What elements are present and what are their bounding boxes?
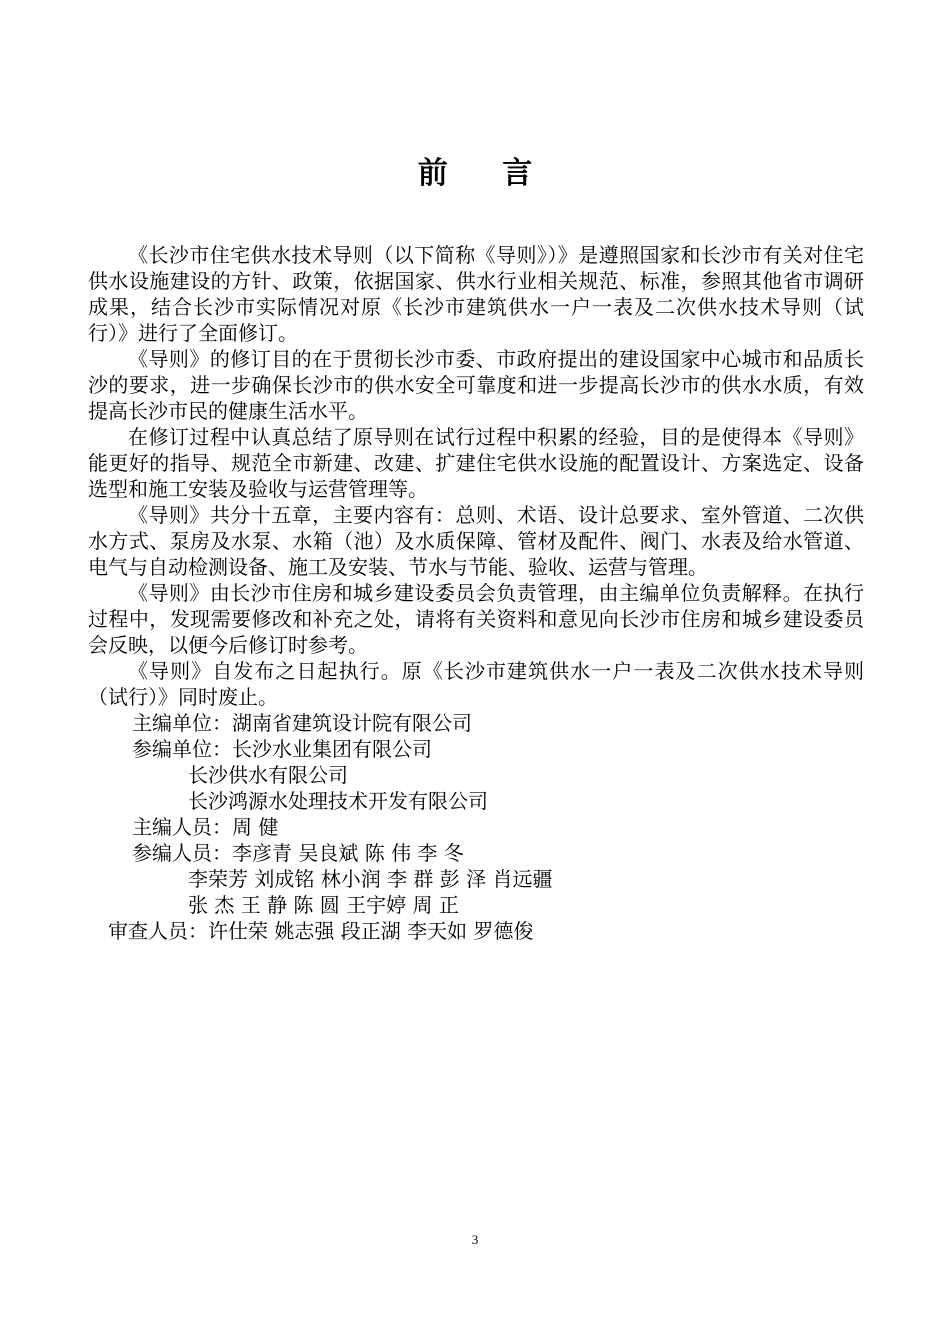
paragraph-contents: 《导则》共分十五章，主要内容有：总则、术语、设计总要求、室外管道、二次供水方式、泵房及水泵、水箱（池）及水质保障、管材及配件、阀门、水表及给水管道、电气与自动检测设备、施工及安装、节水与节能、验收、运营与管理。 xyxy=(88,503,864,579)
chief-editor: 主编人员：周 健 xyxy=(132,815,279,839)
chief-unit: 主编单位：湖南省建筑设计院有限公司 xyxy=(132,711,472,735)
participating-unit: 参编单位：长沙水业集团有限公司 xyxy=(132,737,432,761)
paragraph-process: 在修订过程中认真总结了原导则在试行过程中积累的经验，目的是使得本《导则》能更好的指导、规范全市新建、改建、扩建住宅供水设施的配置设计、方案选定、设备选型和施工安装及验收与运营管理等。 xyxy=(88,425,864,501)
reviewers: 审查人员：许仕荣 姚志强 段正湖 李天如 罗德俊 xyxy=(108,919,534,943)
paragraph-intro: 《长沙市住宅供水技术导则（以下简称《导则》）》是遵照国家和长沙市有关对住宅供水设施建设的方针、政策，依据国家、供水行业相关规范、标准，参照其他省市调研成果，结合长沙市实际情况对原《长沙市建筑供水一户一表及二次供水技术导则（试行）》进行了全面修订。 xyxy=(88,243,864,345)
credits-block xyxy=(88,710,864,944)
document-body xyxy=(88,242,864,944)
participating-unit: 长沙供水有限公司 xyxy=(188,763,348,787)
editors-line: 张 杰 王 静 陈 圆 王宇婷 周 正 xyxy=(188,893,459,917)
page-title: 前 言 xyxy=(417,156,555,191)
page-number: 3 xyxy=(471,1232,479,1247)
participating-unit: 长沙鸿源水处理技术开发有限公司 xyxy=(188,789,488,813)
paragraph-effective: 《导则》自发布之日起执行。原《长沙市建筑供水一户一表及二次供水技术导则（试行）》同时废止。 xyxy=(88,659,864,709)
paragraph-management: 《导则》由长沙市住房和城乡建设委员会负责管理，由主编单位负责解释。在执行过程中，发现需要修改和补充之处，请将有关资料和意见向长沙市住房和城乡建设委员会反映，以便今后修订时参考。 xyxy=(88,581,864,657)
editors-line: 参编人员：李彦青 吴良斌 陈 伟 李 冬 xyxy=(132,841,464,865)
paragraph-purpose: 《导则》的修订目的在于贯彻长沙市委、市政府提出的建设国家中心城市和品质长沙的要求，进一步确保长沙市的供水安全可靠度和进一步提高长沙市的供水水质，有效提高长沙市民的健康生活水平。 xyxy=(88,347,864,423)
editors-line: 李荣芳 刘成铭 林小润 李 群 彭 泽 肖远疆 xyxy=(188,867,553,891)
